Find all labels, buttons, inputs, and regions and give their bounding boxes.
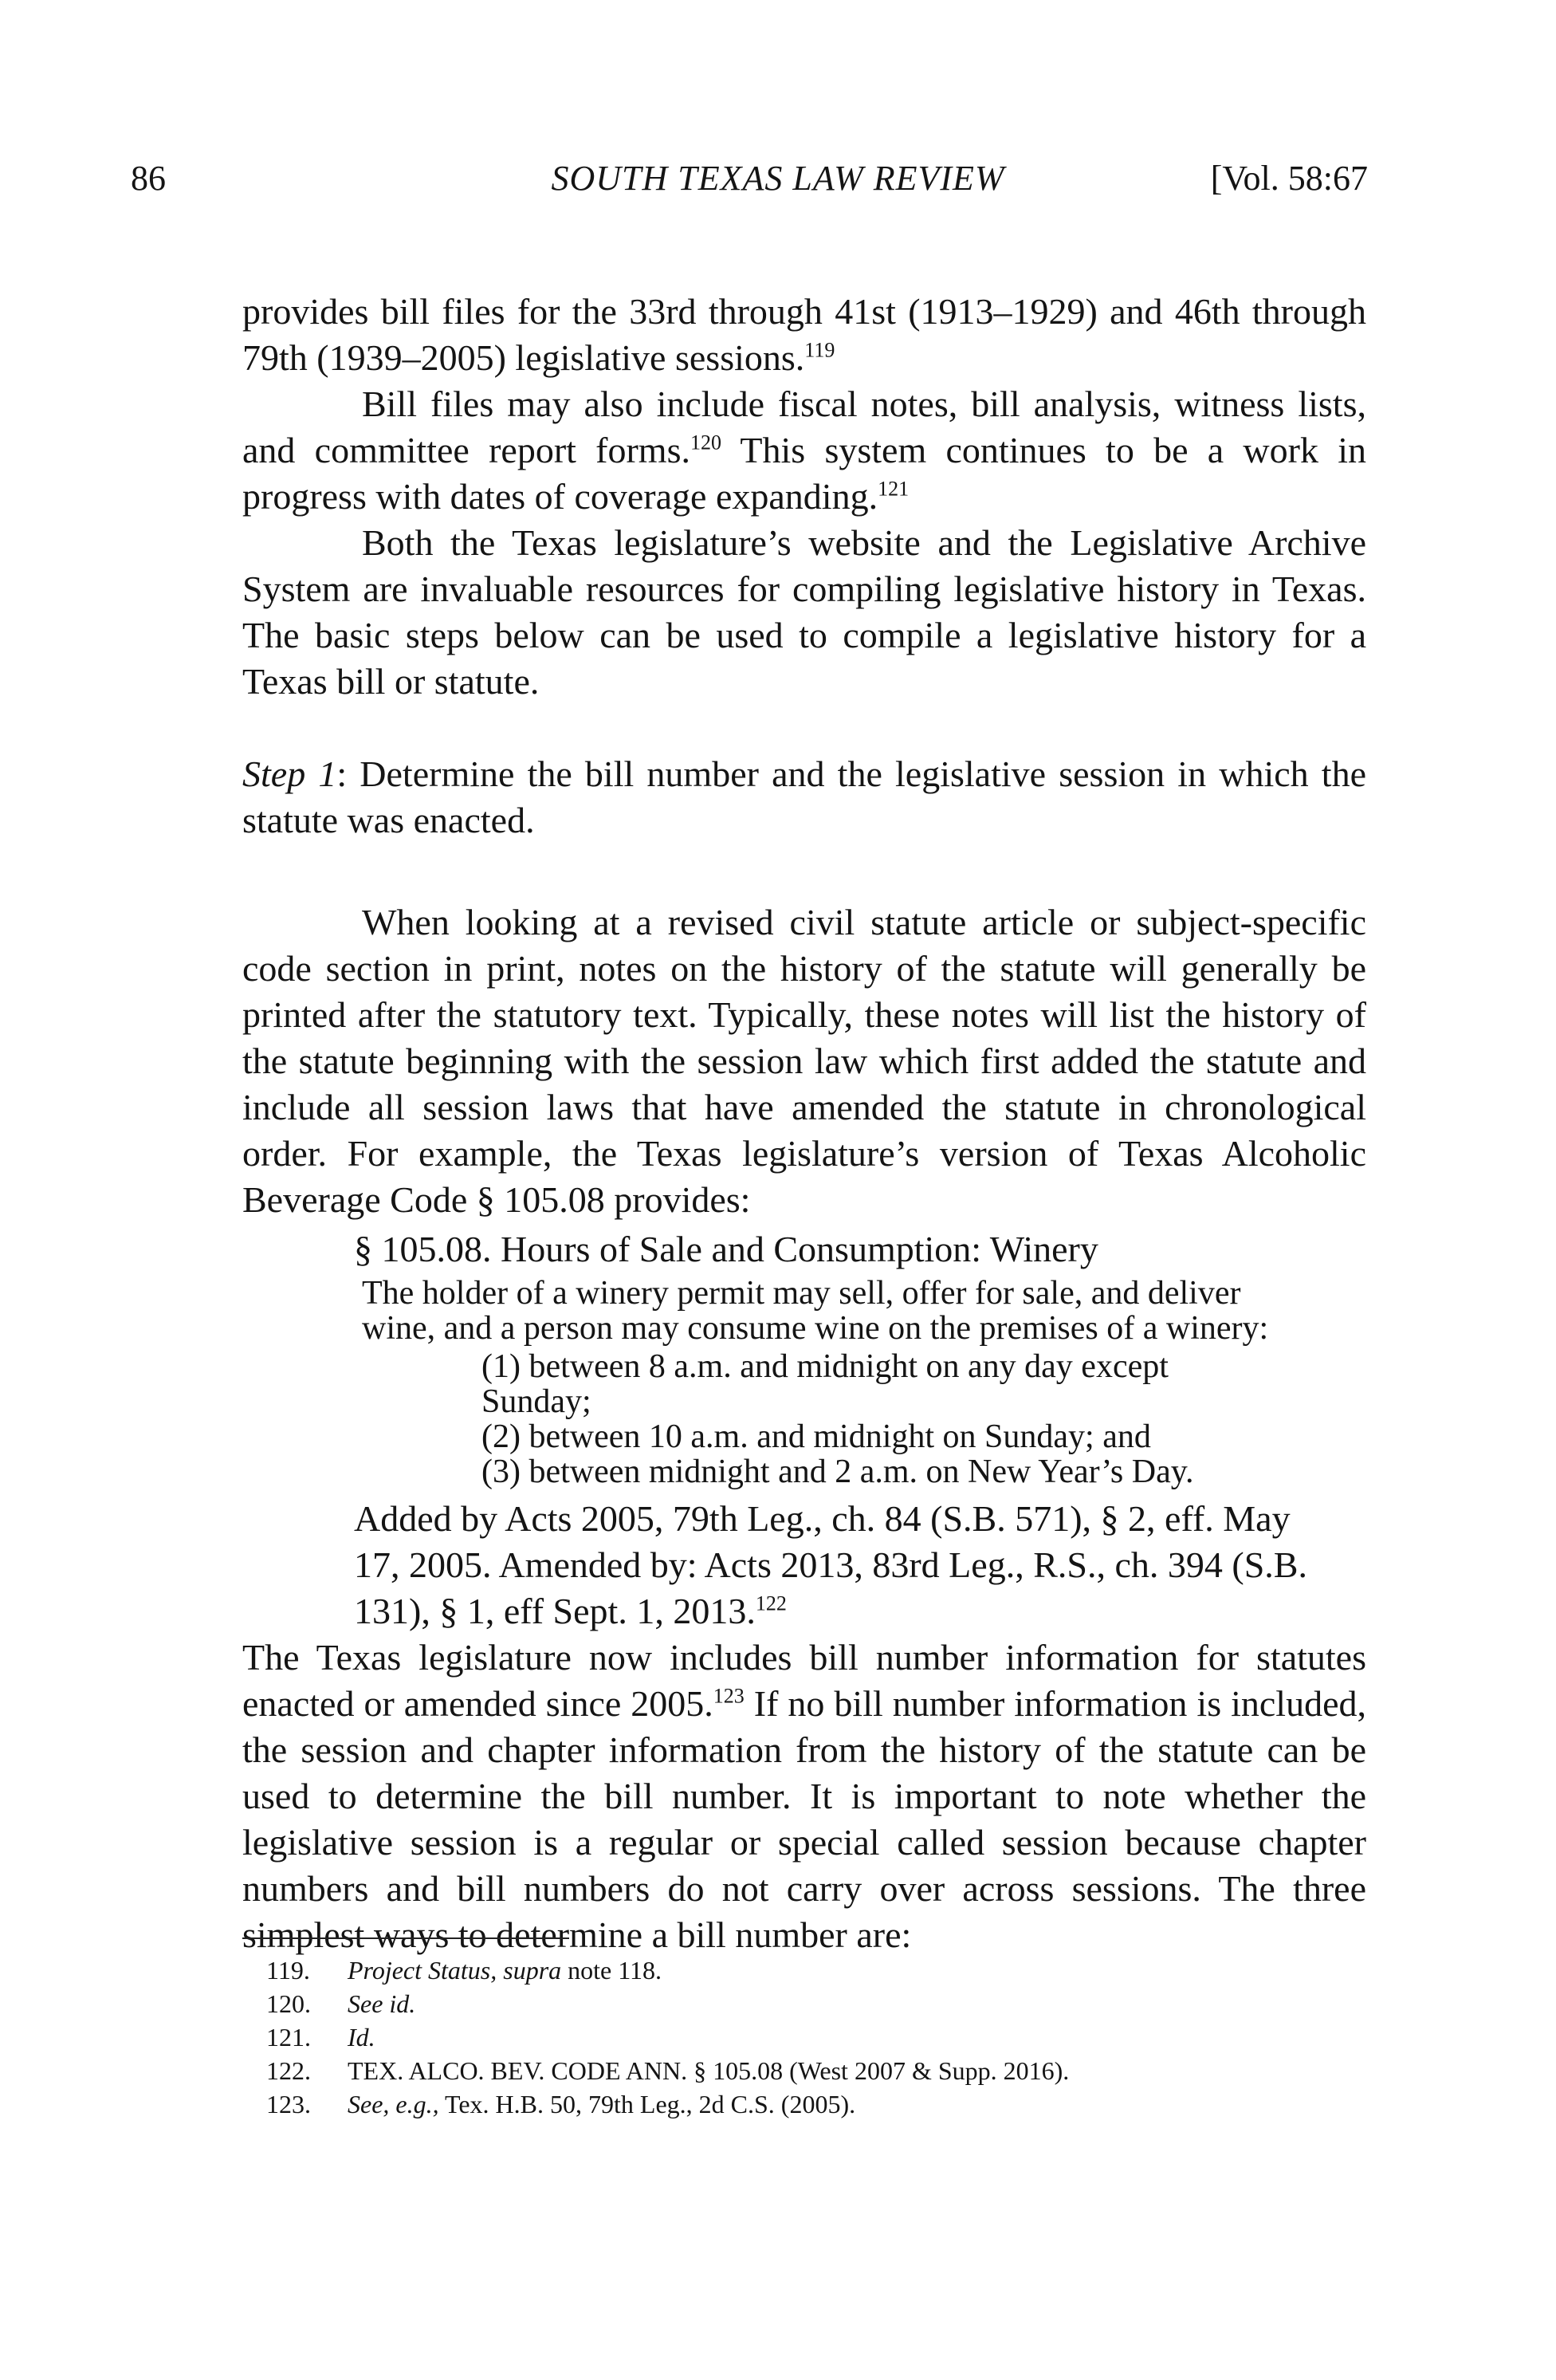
footnote-item — [242, 1987, 1069, 2020]
footnote-number: 120. — [266, 1989, 311, 2018]
footnote-number: 123. — [266, 2090, 311, 2118]
paragraph-1 — [242, 289, 1366, 381]
volume-citation: [Vol. 58:67 — [1210, 159, 1368, 198]
body-text — [242, 289, 1366, 1958]
paragraph-5-text-b: If no bill number information is included, the session and chapter information from the history of the statute can be used to determine the bill number. It is important to note whether the legislative session is a regular or special called session because chapter numbers and bill numbers do not carry over across sessions. The three simplest ways to determine a bill number are: — [242, 1683, 1366, 1955]
page-header — [0, 158, 1556, 206]
footnote-number: 121. — [266, 2023, 311, 2052]
statute-history-citation — [354, 1496, 1342, 1635]
statute-list-item: (2) between 10 a.m. and midnight on Sunday; and — [481, 1418, 1151, 1455]
footnote-text: Id. — [348, 2023, 375, 2052]
paragraph-2-text-a: Bill files may also include fiscal notes, bill analysis, witness lists, and committee report forms. — [242, 384, 1366, 470]
paragraph-3 — [242, 520, 1366, 705]
footnote-number: 119. — [266, 1956, 310, 1985]
footnote-item — [242, 1953, 1069, 1987]
footnote-text: See, e.g., Tex. H.B. 50, 79th Leg., 2d C.S. (2005). — [348, 2090, 856, 2118]
paragraph-2-text-b: This system continues to be a work in progress with dates of coverage expanding. — [242, 430, 1366, 517]
paragraph-5 — [242, 1635, 1366, 1958]
footnote-text: See id. — [348, 1989, 416, 2018]
footnote-divider — [242, 1937, 569, 1939]
footnote-item — [242, 2054, 1069, 2087]
footnote-item — [242, 2087, 1069, 2121]
statute-list-item: (1) between 8 a.m. and midnight on any day except Sunday; — [481, 1348, 1169, 1420]
page-number: 86 — [131, 159, 166, 198]
footnote-text: Project Status, supra note 118. — [348, 1956, 662, 1985]
statute-list-item: (3) between midnight and 2 a.m. on New Year’s Day. — [481, 1454, 1194, 1490]
paragraph-2 — [242, 381, 1366, 520]
running-title: SOUTH TEXAS LAW REVIEW — [551, 159, 1005, 198]
paragraph-5-text-a: The Texas legislature now includes bill number information for statutes enacted or amended since 2005. — [242, 1637, 1366, 1724]
paragraph-1-text: provides bill files for the 33rd through 41st (1913–1929) and 46th through 79th (1939–2005) legislative sessions. — [242, 291, 1366, 378]
footnote-ref-119[interactable]: 119 — [804, 338, 835, 362]
footnotes — [242, 1953, 1069, 2121]
statute-quote — [362, 1276, 1287, 1489]
step-1-text: : Determine the bill number and the legislative session in which the statute was enacted. — [242, 753, 1366, 840]
statute-text: The holder of a winery permit may sell, offer for sale, and deliver wine, and a person may consume wine on the premises of a winery: — [362, 1275, 1269, 1347]
footnote-ref-121[interactable]: 121 — [878, 477, 910, 501]
citation-text: Added by Acts 2005, 79th Leg., ch. 84 (S.B. 571), § 2, eff. May 17, 2005. Amended by: Acts 2013, 83rd Leg., R.S., ch. 394 (S.B. 131), § 1, eff Sept. 1, 2013. — [354, 1498, 1307, 1631]
step-1 — [242, 751, 1366, 844]
footnote-item — [242, 2020, 1069, 2054]
paragraph-3-text: Both the Texas legislature’s website and the Legislative Archive System are invaluable resources for compiling legislative history in Texas. The basic steps below can be used to compile a legislative history for a Texas bill or statute. — [242, 522, 1366, 702]
footnote-number: 122. — [266, 2056, 311, 2085]
footnote-ref-123[interactable]: 123 — [713, 1684, 745, 1708]
footnote-text: TEX. ALCO. BEV. CODE ANN. § 105.08 (West 2007 & Supp. 2016). — [348, 2056, 1070, 2085]
footnote-ref-122[interactable]: 122 — [755, 1591, 787, 1615]
footnote-ref-120[interactable]: 120 — [690, 431, 721, 454]
paragraph-4-text: When looking at a revised civil statute article or subject-specific code section in print, notes on the history of the statute will generally be printed after the statutory text. Typically, these notes will list the history of the statute beginning with the session law which first added the statute and include all session laws that have amended the statute in chronological order. For example, the Texas legislature’s version of Texas Alcoholic Beverage Code § 105.08 provides: — [242, 902, 1366, 1220]
statute-heading: § 105.08. Hours of Sale and Consumption: Winery — [354, 1229, 1098, 1269]
step-1-label: Step 1 — [242, 753, 337, 794]
paragraph-4 — [242, 899, 1366, 1223]
statute-list — [481, 1349, 1287, 1489]
